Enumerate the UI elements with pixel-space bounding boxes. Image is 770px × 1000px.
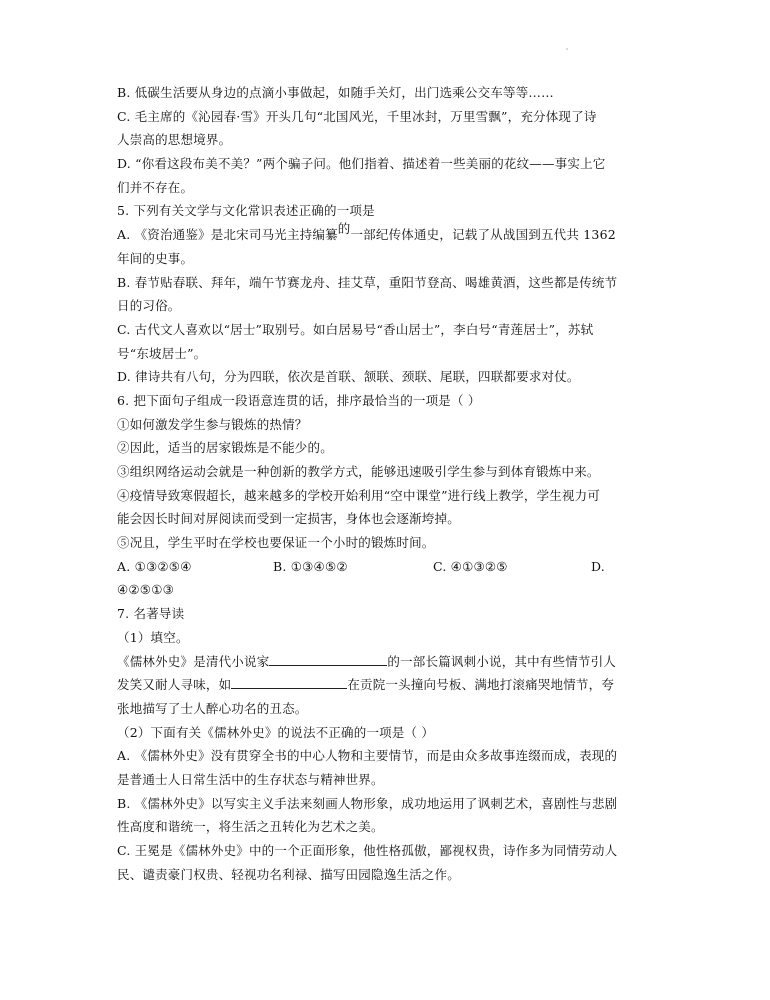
- q6-options-row: [117, 555, 657, 579]
- author-blank[interactable]: [269, 653, 387, 666]
- q4-option-c-line1: C. 毛主席的《沁园春·雪》开头几句“北国风光，千里冰封，万里雪飘”，充分体现了诗: [117, 108, 597, 124]
- q4-option-d-line2: 们并不存在。: [117, 179, 194, 195]
- q6-sentence-1: ①如何激发学生参与锻炼的热情？: [117, 416, 308, 432]
- q6-option-c: C. ④①③②⑤: [433, 558, 508, 574]
- character-blank[interactable]: [231, 676, 347, 689]
- q5-option-a-text1: A. 《资治通鉴》是北宋司马光主持编纂: [117, 227, 338, 243]
- question-6-stem: 6. 把下面句子组成一段语意连贯的话，排序最恰当的一项是（ ）: [117, 392, 481, 408]
- q7-option-c-line2: 民、谴责豪门权贵、轻视功名利禄、描写田园隐逸生活之作。: [117, 866, 460, 882]
- q7-option-a-line2: 是普通士人日常生活中的生存状态与精神世界。: [117, 771, 384, 787]
- q7-option-c-line1: C. 王冕是《儒林外史》中的一个正面形象，他性格孤傲，鄙视权贵，诗作多为同情劳动人: [117, 843, 618, 858]
- q7-fill-line1: [117, 650, 657, 674]
- q6-option-d-label: D.: [591, 558, 605, 574]
- q5-option-d: D. 律诗共有八句，分为四联，依次是首联、颔联、颈联、尾联，四联都要求对仗。: [117, 369, 580, 385]
- q6-sentence-4-line1: ④疫情导致寒假超长，越来越多的学校开始利用“空中课堂”进行线上教学，学生视力可: [117, 487, 601, 503]
- q5-option-b-line1: B. 春节贴春联、拜年，端午节赛龙舟、挂艾草，重阳节登高、喝雄黄酒，这些都是传统节: [117, 274, 618, 290]
- q6-option-a: A. ①③②⑤④: [117, 558, 192, 574]
- q7-fill-text1: 《儒林外史》是清代小说家: [117, 653, 270, 669]
- q5-option-a-line2: 年间的史事。: [117, 250, 194, 266]
- scan-dot: [566, 48, 568, 50]
- q7-option-a-line1: A. 《儒林外史》没有贯穿全书的中心人物和主要情节，而是由众多故事连缀而成，表现的: [117, 748, 618, 764]
- q5-option-a-raised-char: 的: [337, 221, 351, 237]
- document-body: [117, 81, 657, 886]
- q4-option-d-line1: D. “你看这段布美不美？”两个骗子问。他们指着、描述着一些美丽的花纹——事实上它: [117, 156, 606, 172]
- q7-option-b-line2: 性高度和谐统一，将生活之丑转化为艺术之美。: [117, 819, 384, 835]
- q5-option-a-text2: 一部纪传体通史，记载了从战国到五代共 1362: [350, 227, 616, 243]
- q7-fill-text3: 发笑又耐人寻味，如: [117, 677, 232, 693]
- q6-option-b: B. ①③④⑤②: [273, 558, 348, 574]
- q5-option-c-line2: 号“东坡居士”。: [117, 345, 207, 361]
- q7-fill-text4: 在贡院一头撞向号板、满地打滚痛哭地情节，夸: [347, 677, 615, 693]
- q6-sentence-3: ③组织网络运动会就是一种创新的教学方式，能够迅速吸引学生参与到体育锻炼中来。: [117, 464, 600, 479]
- question-7-stem: 7. 名著导读: [117, 606, 185, 622]
- q7-fill-line3: 张地描写了士人醉心功名的丑态。: [117, 700, 308, 716]
- q6-sentence-4-line2: 能会因长时间对屏阅读而受到一定损害，身体也会逐渐垮掉。: [117, 511, 460, 527]
- q6-option-d-value: ④②⑤①③: [117, 582, 175, 598]
- q7-option-b-line1: B. 《儒林外史》以写实主义手法来刻画人物形象，成功地运用了讽刺艺术，喜剧性与悲剧: [117, 795, 618, 811]
- question-5-stem: 5. 下列有关文学与文化常识表述正确的一项是: [117, 203, 375, 219]
- q4-option-c-line2: 人崇高的思想境界。: [117, 132, 232, 148]
- q7-fill-text2: 的一部长篇讽刺小说，其中有些情节引人: [387, 653, 617, 669]
- q5-option-c-line1: C. 古代文人喜欢以“居士”取别号。如白居易号“香山居士”，李白号“青莲居士”，苏轼: [117, 321, 594, 337]
- q6-sentence-2: ②因此，适当的居家锻炼是不能少的。: [117, 440, 333, 456]
- q7-fill-line2: [117, 673, 657, 697]
- q5-option-b-line2: 日的习俗。: [117, 298, 181, 314]
- q7-part1-heading: （1）填空。: [117, 629, 189, 645]
- q4-option-b: B. 低碳生活要从身边的点滴小事做起，如随手关灯，出门选乘公交车等等……: [117, 85, 554, 100]
- q7-part2-stem: （2）下面有关《儒林外史》的说法不正确的一项是（ ）: [117, 724, 435, 740]
- q6-sentence-5: ⑤况且，学生平时在学校也要保证一个小时的锻炼时间。: [117, 535, 435, 551]
- q5-option-a-line1: [117, 223, 657, 247]
